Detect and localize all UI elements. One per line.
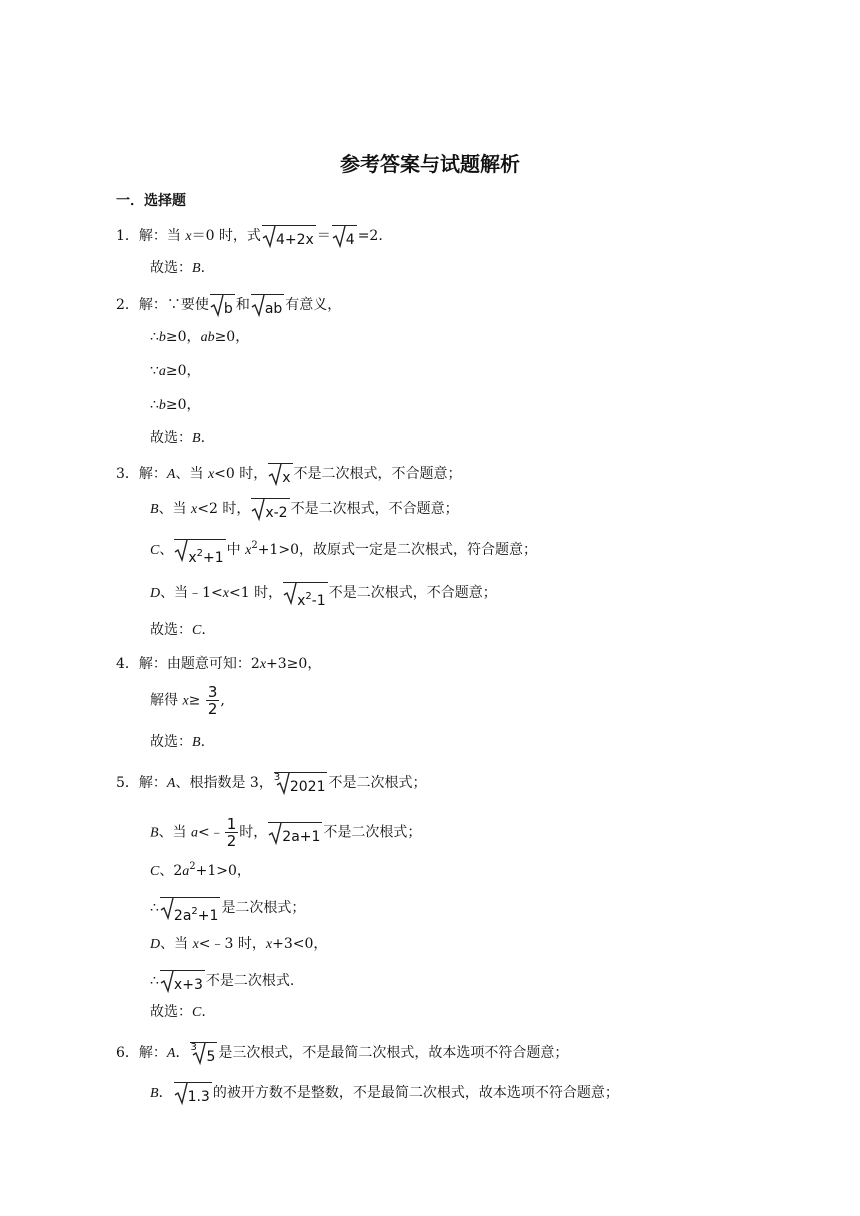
sqrt-expression: x-2 <box>251 496 289 522</box>
q5-line-4: ∴ $2a^2+1$ 是二次根式； <box>150 895 305 921</box>
q2-line-1: 2．解：∵要使 b 和 ab 有意义， <box>116 292 341 318</box>
sqrt-expression: 1.3 <box>174 1080 212 1106</box>
sqrt-expression: x+3 <box>160 968 205 994</box>
q1-line-2: 故选：B. <box>150 260 206 276</box>
sqrt-expression: 4 <box>332 223 357 249</box>
q3-line-2: B、当 x<2 时， x-2 不是二次根式，不合题意； <box>150 496 459 522</box>
q4-line-1: 4．解：由题意可知：2x+3≥0， <box>116 656 322 672</box>
q3-line-4: D、当﹣1<x<1 时， $x^2-1$ 不是二次根式，不合题意； <box>150 580 497 606</box>
q2-line-4: ∴b≥0， <box>150 397 201 413</box>
q6-line-1: 6．解：A． 3 5 是三次根式，不是最简二次根式，故本选项不符合题意； <box>116 1042 569 1065</box>
page-title: 参考答案与试题解析 <box>340 152 520 176</box>
q3-line-5: 故选：C. <box>150 622 206 638</box>
q5-line-3: C、$2a^2+1>0$， <box>150 861 251 879</box>
fraction: $\frac{1}{2}$ <box>226 815 237 850</box>
cube-root-expression: 3 2021 <box>273 772 326 795</box>
sqrt-expression: $x^2-1$ <box>283 580 328 606</box>
q4-line-3: 故选：B. <box>150 734 206 750</box>
section-heading: 一．选择题 <box>116 193 186 209</box>
sqrt-expression: b <box>210 292 235 318</box>
sqrt-expression: 2a+1 <box>268 820 322 846</box>
q2-line-5: 故选：B. <box>150 430 206 446</box>
q5-line-5: D、当 x<﹣3 时，x+3<0， <box>150 936 328 952</box>
q3-line-1: 3．解：A、当 x<0 时， x 不是二次根式，不合题意； <box>116 461 462 487</box>
q5-line-7: 故选：C. <box>150 1004 206 1020</box>
q6-line-2: B． 1.3 的被开方数不是整数，不是最简二次根式，故本选项不符合题意； <box>150 1080 619 1106</box>
sqrt-expression: 4+2x <box>262 223 316 249</box>
q2-line-3: ∵a≥0， <box>150 363 201 379</box>
sqrt-expression: $2a^2+1$ <box>160 895 221 921</box>
q4-line-2: 解得 x≥ $\frac{3}{2}$ , <box>150 683 225 718</box>
sqrt-expression: x <box>268 461 292 487</box>
q5-line-6: ∴ x+3 不是二次根式. <box>150 968 294 994</box>
sqrt-expression: $x^2+1$ <box>174 537 225 563</box>
q5-line-2: B、当 a<﹣ $\frac{1}{2}$ 时， 2a+1 不是二次根式； <box>150 815 422 850</box>
sqrt-expression: ab <box>251 292 284 318</box>
fraction: $\frac{3}{2}$ <box>207 683 218 718</box>
cube-root-expression: 3 5 <box>190 1042 216 1065</box>
q5-line-1: 5．解：A、根指数是 3， 3 2021 不是二次根式； <box>116 772 427 795</box>
q1-line-1: 1．解：当 x＝0 时，式 4+2x ＝ 4 =2. <box>116 223 383 249</box>
q3-line-3: C、 $x^2+1$ 中 $x^2+1>0$，故原式一定是二次根式，符合题意； <box>150 536 537 563</box>
q2-line-2: ∴b≥0，ab≥0， <box>150 329 250 345</box>
